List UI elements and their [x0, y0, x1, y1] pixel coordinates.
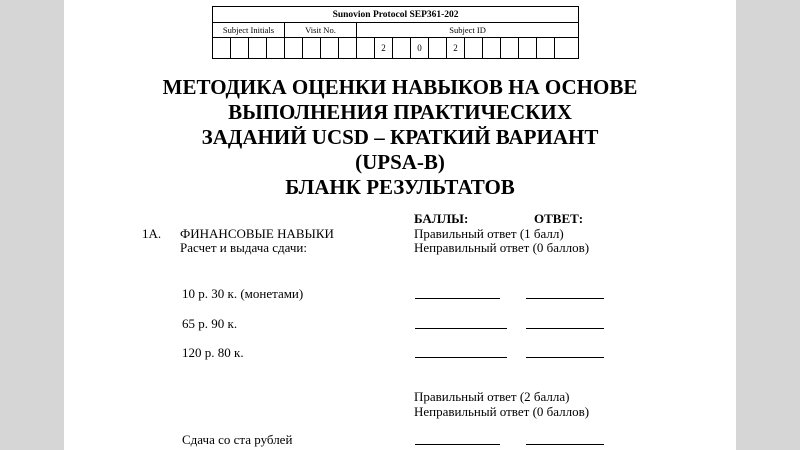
subject-id-box[interactable]: 2	[447, 38, 465, 59]
scoring-incorrect: Неправильный ответ (0 баллов)	[414, 404, 590, 419]
score-answer-line[interactable]	[415, 298, 500, 299]
subject-id-box[interactable]	[357, 38, 375, 59]
subject-id-box[interactable]	[465, 38, 483, 59]
protocol-title: Sunovion Protocol SEP361-202	[213, 7, 579, 23]
subject-id-box[interactable]	[555, 38, 579, 59]
item-label: Сдача со ста рублей	[182, 432, 293, 447]
answer-column-header: ОТВЕТ:	[534, 211, 584, 226]
score-answer-line[interactable]	[415, 328, 507, 329]
item-label: 10 р. 30 к. (монетами)	[182, 286, 304, 301]
scoring-correct: Правильный ответ (2 балла)	[414, 389, 570, 404]
subject-initials-header: Subject Initials	[213, 23, 285, 38]
subject-id-header: Subject ID	[357, 23, 579, 38]
protocol-header-table	[212, 6, 579, 59]
title-line: ЗАДАНИЙ UCSD – КРАТКИЙ ВАРИАНТ	[201, 125, 599, 149]
document-title	[64, 75, 736, 200]
subject-id-box[interactable]	[537, 38, 555, 59]
scoring-correct: Правильный ответ (1 балл)	[414, 226, 564, 241]
response-answer-line[interactable]	[526, 328, 604, 329]
document-page	[64, 0, 736, 450]
visit-no-box[interactable]	[303, 38, 321, 59]
subject-id-box[interactable]: 2	[375, 38, 393, 59]
scores-column-header: БАЛЛЫ:	[414, 211, 469, 226]
visit-no-box[interactable]	[339, 38, 357, 59]
visit-no-header: Visit No.	[285, 23, 357, 38]
response-answer-line[interactable]	[526, 444, 604, 445]
title-line: (UPSA-B)	[355, 150, 445, 174]
title-line: ВЫПОЛНЕНИЯ ПРАКТИЧЕСКИХ	[228, 100, 572, 124]
subject-id-box[interactable]	[429, 38, 447, 59]
subject-id-box[interactable]	[501, 38, 519, 59]
task-label: Расчет и выдача сдачи:	[180, 240, 307, 255]
subject-id-box[interactable]	[483, 38, 501, 59]
section-name: ФИНАНСОВЫЕ НАВЫКИ	[180, 226, 334, 241]
subject-initials-box[interactable]	[231, 38, 249, 59]
subject-initials-box[interactable]	[267, 38, 285, 59]
score-answer-line[interactable]	[415, 357, 507, 358]
visit-no-box[interactable]	[285, 38, 303, 59]
subject-initials-box[interactable]	[213, 38, 231, 59]
response-answer-line[interactable]	[526, 298, 604, 299]
visit-no-box[interactable]	[321, 38, 339, 59]
title-line: БЛАНК РЕЗУЛЬТАТОВ	[285, 175, 515, 199]
item-label: 65 р. 90 к.	[182, 316, 238, 331]
scoring-incorrect: Неправильный ответ (0 баллов)	[414, 240, 590, 255]
section-number: 1A.	[142, 226, 162, 241]
subject-initials-box[interactable]	[249, 38, 267, 59]
subject-id-box[interactable]: 0	[411, 38, 429, 59]
subject-id-box[interactable]	[393, 38, 411, 59]
response-answer-line[interactable]	[526, 357, 604, 358]
subject-id-box[interactable]	[519, 38, 537, 59]
title-line: МЕТОДИКА ОЦЕНКИ НАВЫКОВ НА ОСНОВЕ	[162, 75, 638, 99]
score-answer-line[interactable]	[415, 444, 500, 445]
item-label: 120 р. 80 к.	[182, 345, 244, 360]
